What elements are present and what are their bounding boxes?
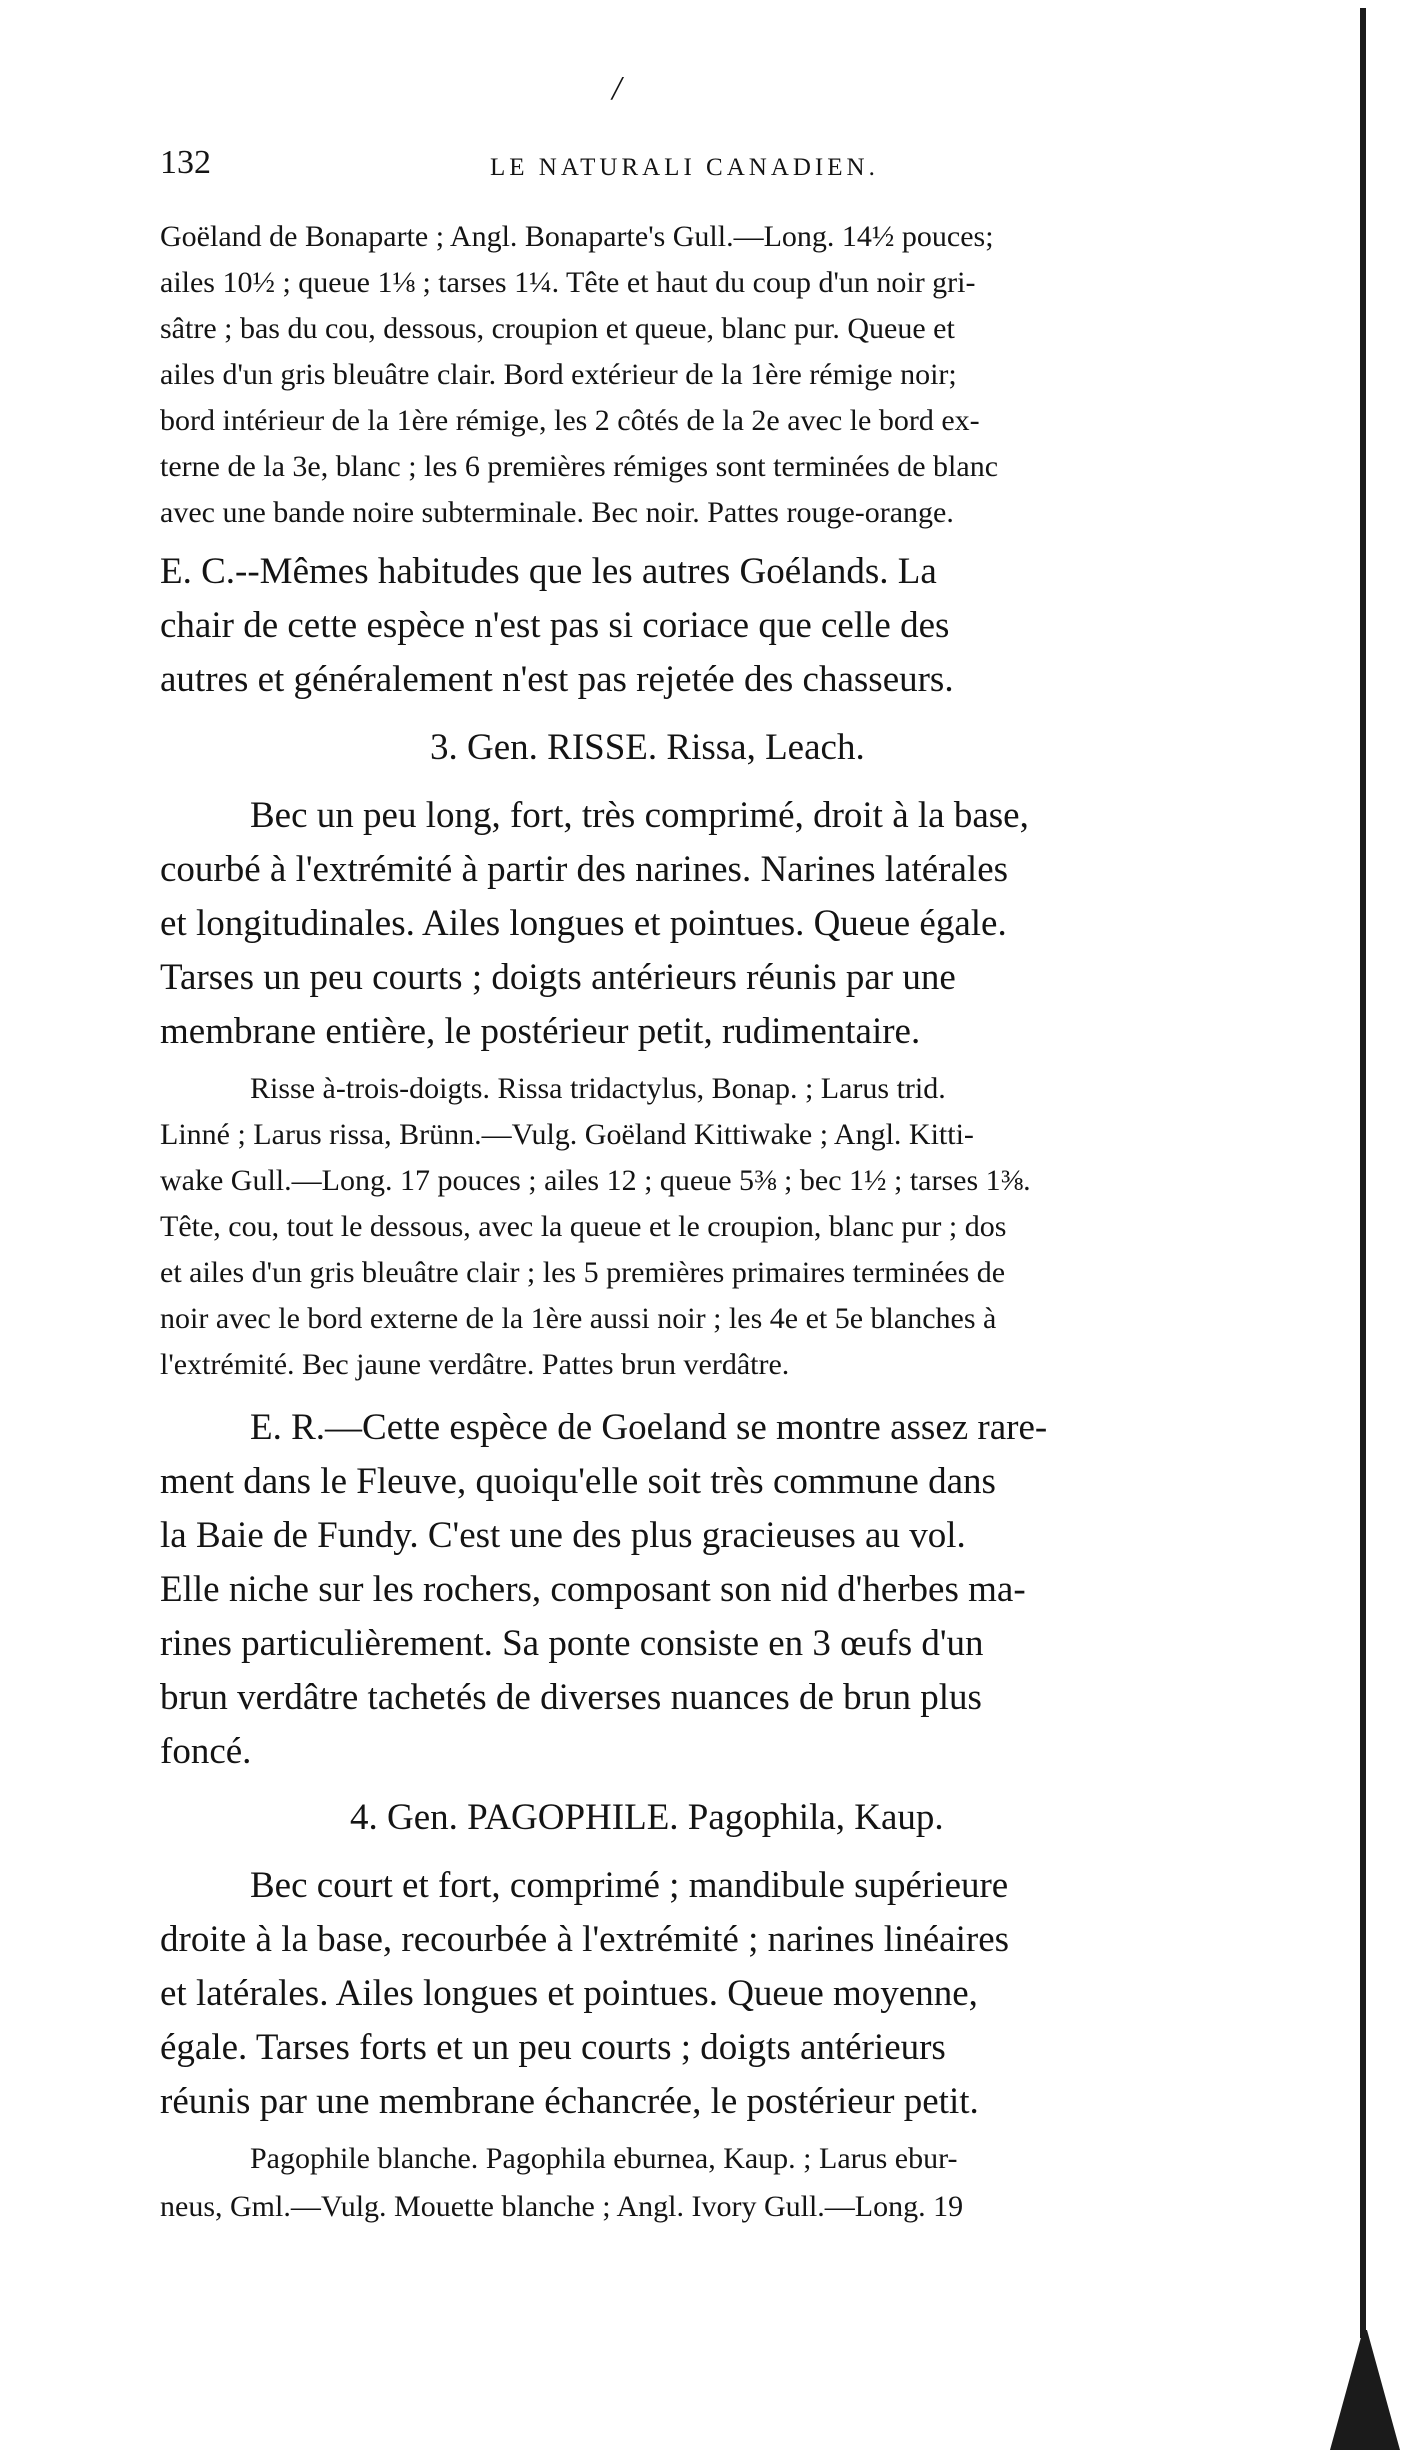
- text-line: wake Gull.—Long. 17 pouces ; ailes 12 ; queue 5⅜ ; bec 1½ ; tarses 1⅜.: [160, 1164, 1031, 1197]
- text-line: noir avec le bord externe de la 1ère aussi noir ; les 4e et 5e blanches à: [160, 1302, 997, 1335]
- text-line: Linné ; Larus rissa, Brünn.—Vulg. Goëland Kittiwake ; Angl. Kitti-: [160, 1118, 974, 1151]
- text-line: et ailes d'un gris bleuâtre clair ; les 5 premières primaires terminées de: [160, 1256, 1006, 1289]
- text-line: Bec un peu long, fort, très comprimé, droit à la base,: [250, 795, 1029, 836]
- text-line: Pagophile blanche. Pagophila eburnea, Kaup. ; Larus ebur-: [250, 2142, 958, 2175]
- text-line: Risse à-trois-doigts. Rissa tridactylus, Bonap. ; Larus trid.: [250, 1072, 946, 1105]
- text-line: autres et généralement n'est pas rejetée des chasseurs.: [160, 659, 954, 700]
- section-heading: 4. Gen. PAGOPHILE. Pagophila, Kaup.: [350, 1797, 944, 1838]
- text-line: Elle niche sur les rochers, composant son nid d'herbes ma-: [160, 1569, 1026, 1610]
- text-line: égale. Tarses forts et un peu courts ; doigts antérieurs: [160, 2027, 946, 2068]
- section-heading: 3. Gen. RISSE. Rissa, Leach.: [430, 727, 865, 768]
- text-line: ailes 10½ ; queue 1⅛ ; tarses 1¼. Tête et haut du coup d'un noir gri-: [160, 266, 976, 299]
- text-line: ailes d'un gris bleuâtre clair. Bord extérieur de la 1ère rémige noir;: [160, 358, 957, 391]
- scan-edge-rule: [1360, 8, 1366, 2338]
- text-line: Goëland de Bonaparte ; Angl. Bonaparte's Gull.—Long. 14½ pouces;: [160, 220, 994, 253]
- text-line: terne de la 3e, blanc ; les 6 premières rémiges sont terminées de blanc: [160, 450, 999, 483]
- text-line: courbé à l'extrémité à partir des narines. Narines latérales: [160, 849, 1009, 890]
- text-line: droite à la base, recourbée à l'extrémité ; narines linéaires: [160, 1919, 1010, 1960]
- text-line: E. C.--Mêmes habitudes que les autres Goélands. La: [160, 551, 937, 592]
- text-line: et latérales. Ailes longues et pointues. Queue moyenne,: [160, 1973, 978, 2014]
- text-line: et longitudinales. Ailes longues et pointues. Queue égale.: [160, 903, 1007, 944]
- text-line: rines particulièrement. Sa ponte consiste en 3 œufs d'un: [160, 1623, 984, 1664]
- running-title: LE NATURALI CANADIEN.: [490, 154, 879, 181]
- text-line: neus, Gml.—Vulg. Mouette blanche ; Angl. Ivory Gull.—Long. 19: [160, 2190, 964, 2223]
- pencil-mark: /: [612, 70, 622, 107]
- text-line: ment dans le Fleuve, quoiqu'elle soit très commune dans: [160, 1461, 996, 1502]
- text-line: membrane entière, le postérieur petit, rudimentaire.: [160, 1011, 921, 1052]
- page-header: [160, 144, 970, 194]
- text-line: avec une bande noire subterminale. Bec noir. Pattes rouge-orange.: [160, 496, 954, 529]
- scan-edge-flare: [1330, 2330, 1400, 2450]
- text-line: brun verdâtre tachetés de diverses nuances de brun plus: [160, 1677, 982, 1718]
- text-line: Bec court et fort, comprimé ; mandibule supérieure: [250, 1865, 1009, 1906]
- text-line: sâtre ; bas du cou, dessous, croupion et queue, blanc pur. Queue et: [160, 312, 955, 345]
- text-line: bord intérieur de la 1ère rémige, les 2 côtés de la 2e avec le bord ex-: [160, 404, 980, 437]
- text-line: réunis par une membrane échancrée, le postérieur petit.: [160, 2081, 979, 2122]
- text-line: la Baie de Fundy. C'est une des plus gracieuses au vol.: [160, 1515, 966, 1556]
- text-line: chair de cette espèce n'est pas si coriace que celle des: [160, 605, 950, 646]
- page-number: 132: [160, 144, 211, 181]
- text-line: foncé.: [160, 1731, 252, 1772]
- text-line: Tête, cou, tout le dessous, avec la queue et le croupion, blanc pur ; dos: [160, 1210, 1007, 1243]
- text-line: E. R.—Cette espèce de Goeland se montre assez rare-: [250, 1407, 1048, 1448]
- text-line: Tarses un peu courts ; doigts antérieurs réunis par une: [160, 957, 956, 998]
- text-line: l'extrémité. Bec jaune verdâtre. Pattes brun verdâtre.: [160, 1348, 790, 1381]
